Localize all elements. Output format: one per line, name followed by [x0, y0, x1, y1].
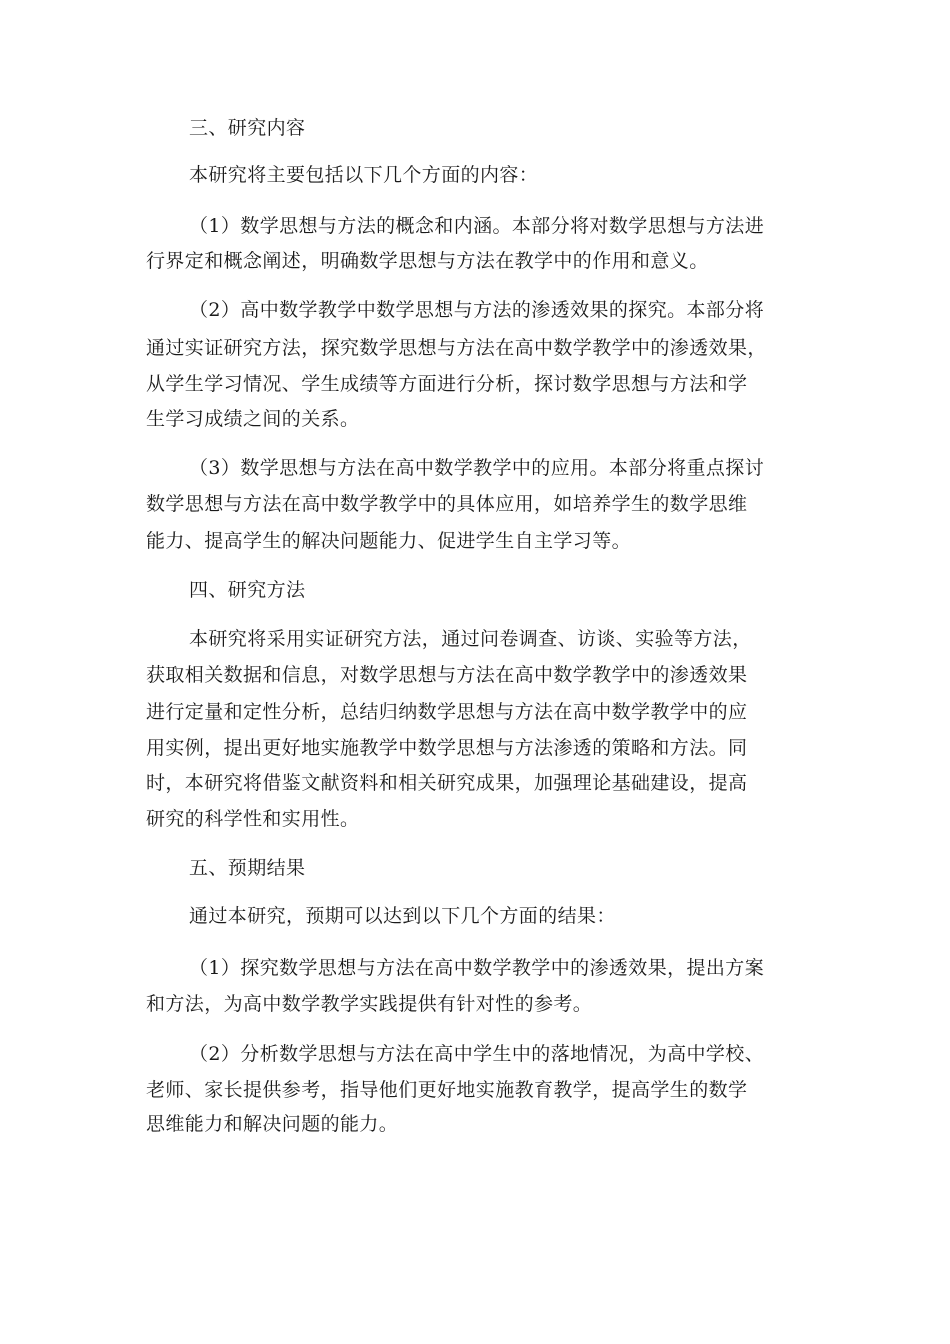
paragraph-line: 和方法，为高中数学教学实践提供有针对性的参考。: [146, 993, 593, 1015]
paragraph-line: 通过本研究，预期可以达到以下几个方面的结果：: [189, 905, 616, 927]
section-heading: 四、研究方法: [189, 579, 306, 601]
paragraph-line: 能力、提高学生的解决问题能力、促进学生自主学习等。: [146, 530, 632, 552]
paragraph-line: 通过实证研究方法，探究数学思想与方法在高中数学教学中的渗透效果，: [146, 337, 767, 359]
paragraph-line: 用实例，提出更好地实施教学中数学思想与方法渗透的策略和方法。同: [146, 737, 748, 759]
paragraph-line: （2）高中数学教学中数学思想与方法的渗透效果的探究。本部分将: [189, 299, 765, 321]
paragraph-line: 本研究将采用实证研究方法，通过问卷调查、访谈、实验等方法，: [189, 628, 752, 650]
paragraph-line: 生学习成绩之间的关系。: [146, 408, 360, 430]
paragraph-line: 老师、家长提供参考，指导他们更好地实施教育教学，提高学生的数学: [146, 1079, 748, 1101]
paragraph-line: 进行定量和定性分析，总结归纳数学思想与方法在高中数学教学中的应: [146, 701, 748, 723]
paragraph-line: 本研究将主要包括以下几个方面的内容：: [189, 164, 539, 186]
section-heading: 五、预期结果: [189, 857, 306, 879]
paragraph-line: （1）数学思想与方法的概念和内涵。本部分将对数学思想与方法进: [189, 215, 765, 237]
paragraph-line: 时，本研究将借鉴文献资料和相关研究成果，加强理论基础建设，提高: [146, 772, 748, 794]
paragraph-line: 思维能力和解决问题的能力。: [146, 1113, 399, 1135]
paragraph-line: 数学思想与方法在高中数学教学中的具体应用，如培养学生的数学思维: [146, 493, 748, 515]
paragraph-line: （1）探究数学思想与方法在高中数学教学中的渗透效果，提出方案: [189, 957, 765, 979]
paragraph-line: 从学生学习情况、学生成绩等方面进行分析，探讨数学思想与方法和学: [146, 373, 748, 395]
paragraph-line: 研究的科学性和实用性。: [146, 808, 360, 830]
paragraph-line: （2）分析数学思想与方法在高中学生中的落地情况，为高中学校、: [189, 1043, 765, 1065]
paragraph-line: 获取相关数据和信息，对数学思想与方法在高中数学教学中的渗透效果: [146, 664, 748, 686]
paragraph-line: （3）数学思想与方法在高中数学教学中的应用。本部分将重点探讨: [189, 457, 765, 479]
paragraph-line: 行界定和概念阐述，明确数学思想与方法在教学中的作用和意义。: [146, 250, 709, 272]
section-heading: 三、研究内容: [189, 117, 306, 139]
